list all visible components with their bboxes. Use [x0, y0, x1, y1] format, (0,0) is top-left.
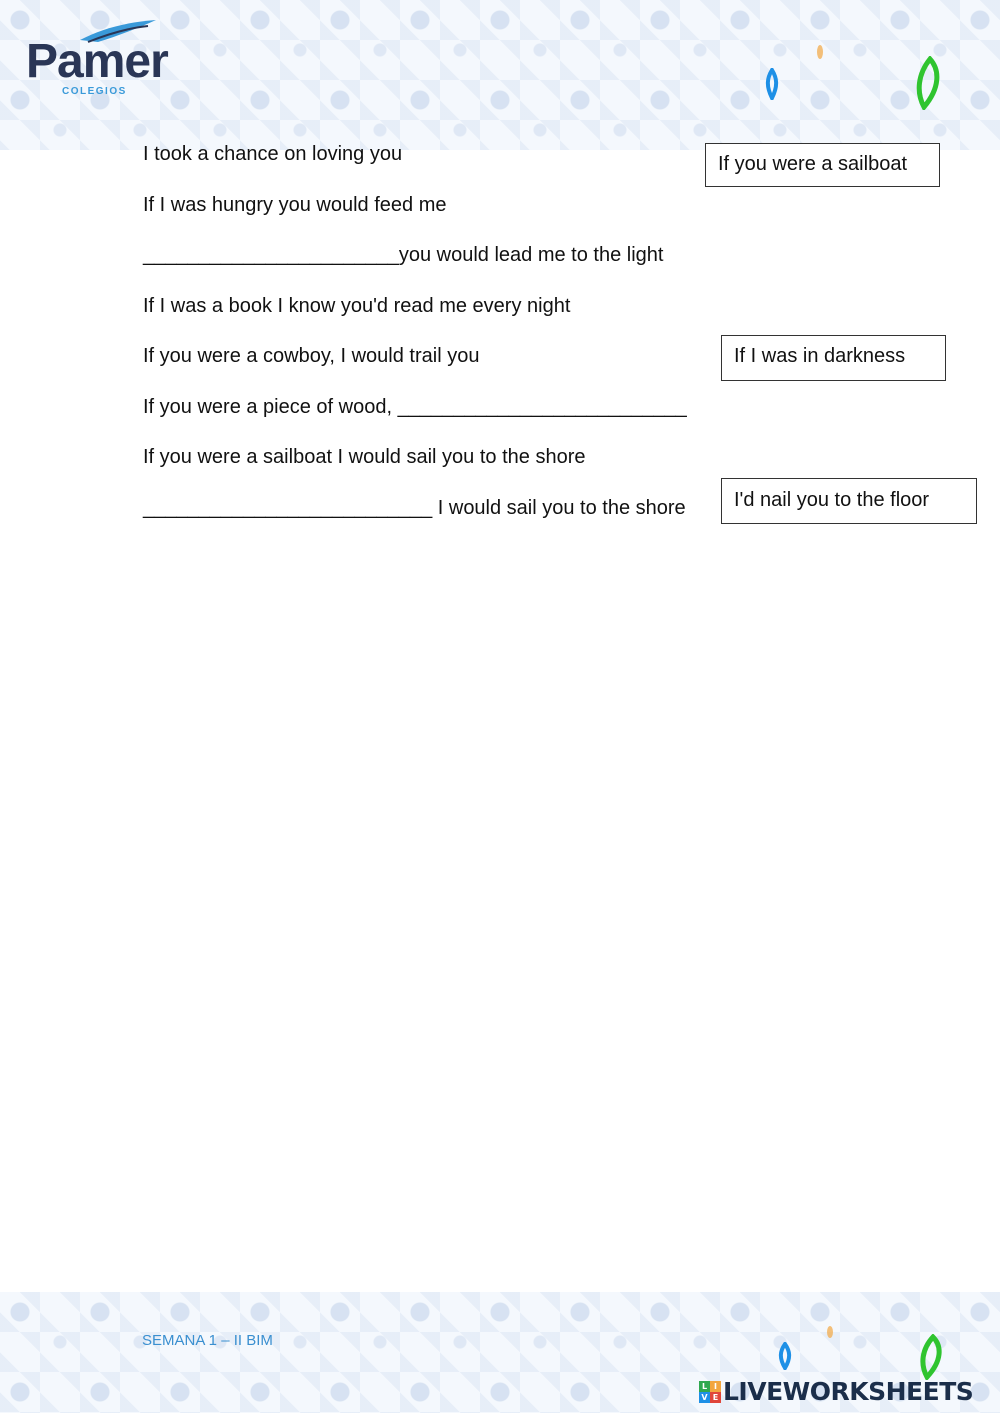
drop-icon	[777, 1342, 793, 1370]
lyric-line-4: If I was a book I know you'd read me every night	[143, 295, 571, 317]
liveworksheets-mark-icon: L I V E	[699, 1381, 721, 1403]
option-nail-floor[interactable]: I'd nail you to the floor	[721, 478, 977, 524]
lyric-line-7: If you were a sailboat I would sail you to the shore	[143, 446, 586, 468]
option-sailboat[interactable]: If you were a sailboat	[705, 143, 940, 187]
seed-icon	[816, 44, 824, 60]
drop-icon	[764, 68, 780, 100]
lyric-line-1: I took a chance on loving you	[143, 143, 403, 165]
liveworksheets-brand[interactable]	[699, 1379, 973, 1404]
lyric-line-6-blank[interactable]: If you were a piece of wood, __________________________	[143, 396, 687, 418]
seed-icon	[826, 1325, 834, 1339]
logo-subtext: COLEGIOS	[62, 86, 127, 97]
lyric-line-3-blank[interactable]: _______________________you would lead me to the light	[143, 244, 664, 266]
leaf-icon	[918, 1334, 944, 1380]
logo-text: Pamer	[26, 35, 168, 88]
lyric-line-2: If I was hungry you would feed me	[143, 194, 447, 216]
liveworksheets-text: LIVEWORKSHEETS	[723, 1377, 974, 1406]
lyric-line-8-blank[interactable]: __________________________ I would sail you to the shore	[143, 497, 686, 519]
lyric-line-5: If you were a cowboy, I would trail you	[143, 345, 480, 367]
week-label: SEMANA 1 – II BIM	[142, 1332, 273, 1349]
pamer-logo	[26, 18, 176, 100]
option-darkness[interactable]: If I was in darkness	[721, 335, 946, 381]
leaf-icon	[914, 56, 942, 110]
